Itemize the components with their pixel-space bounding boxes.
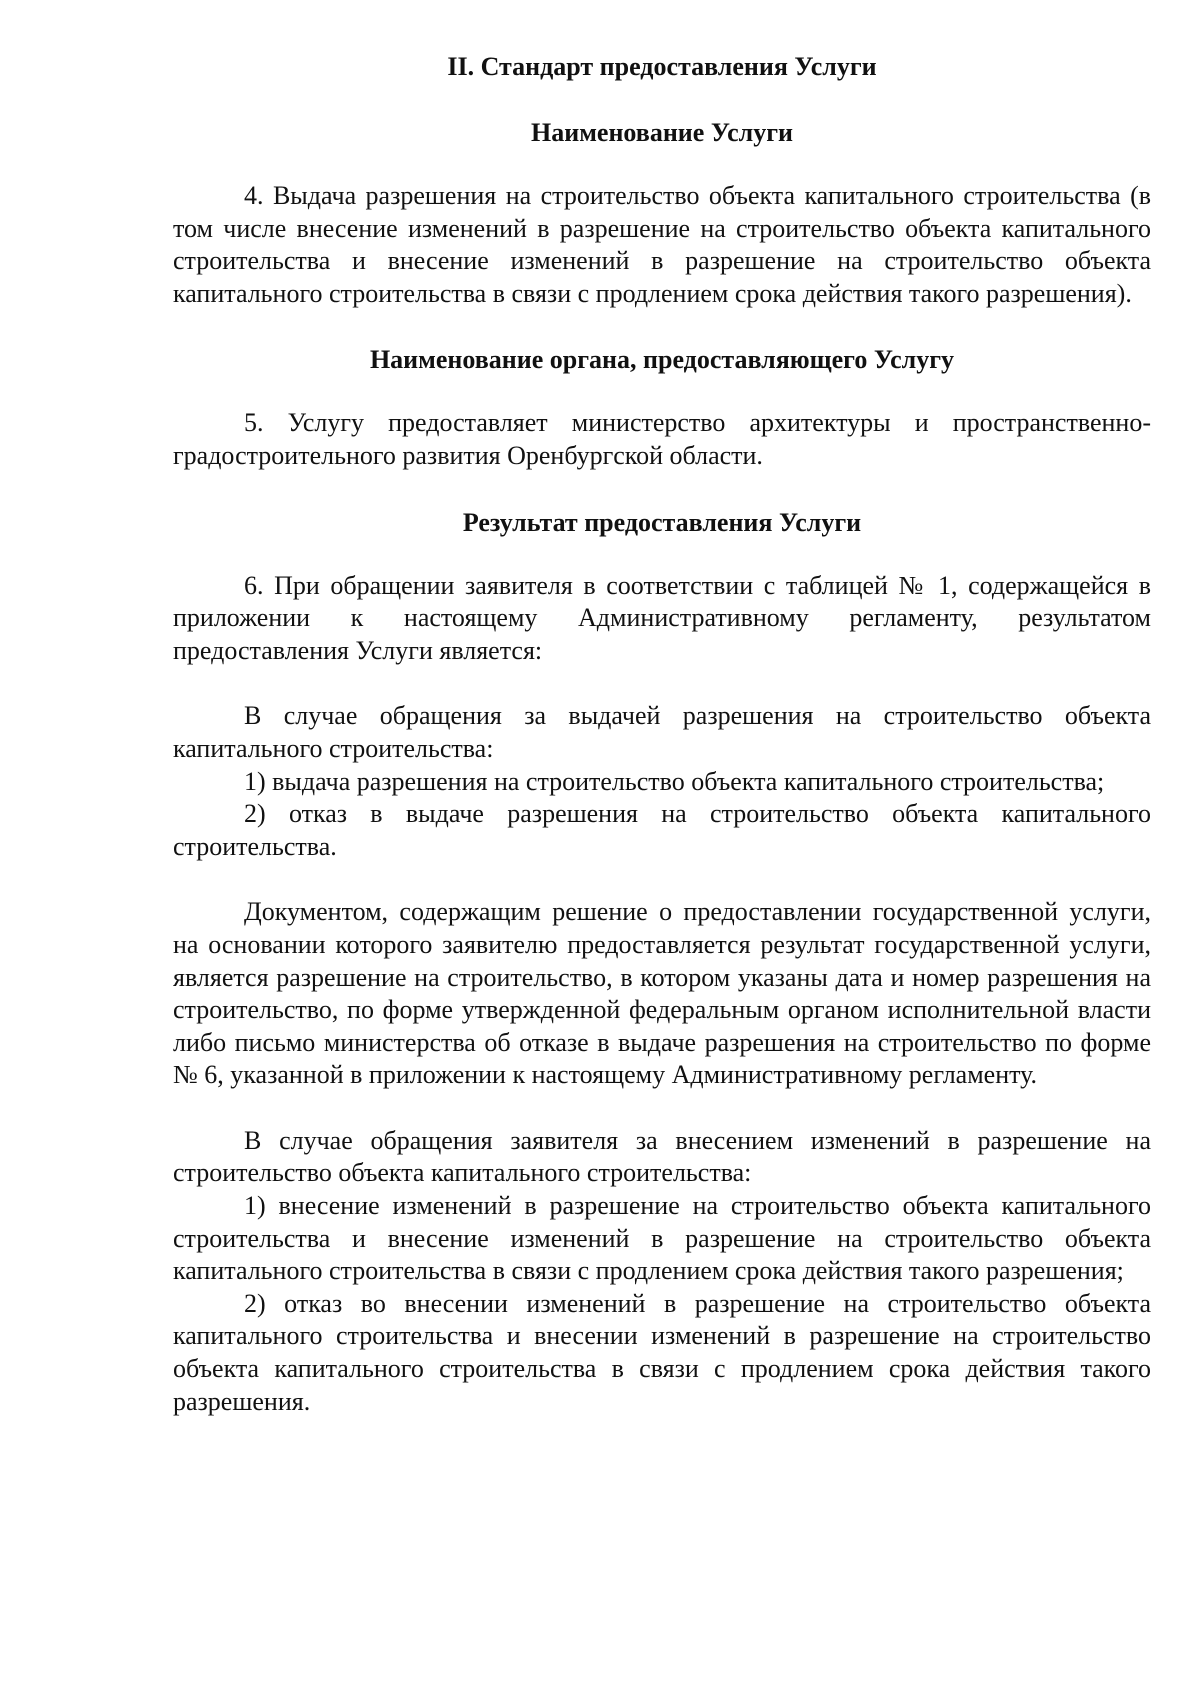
heading-authority: Наименование органа, предоставляющего Услугу xyxy=(369,345,955,375)
heading-result: Результат предоставления Услуги xyxy=(462,507,862,537)
section-title: II. Стандарт предоставления Услуги xyxy=(447,52,877,81)
document-page xyxy=(173,50,1151,1418)
list-item-amend-2: 2) отказ во внесении изменений в разрешение на строительство объекта капитального строительства и внесении изменений в разрешение на строительство объекта капитального строительства в связи с продлением срока действия такого разрешения. xyxy=(173,1288,1151,1416)
list-item-amend-1: 1) внесение изменений в разрешение на строительство объекта капитального строительства и внесение изменений в разрешение на строительство объекта капитального строительства в связи с продлением срока действия такого разрешения; xyxy=(173,1191,1151,1286)
paragraph-4: 4. Выдача разрешения на строительство объекта капитального строительства (в том числе внесение изменений в разрешение на строительство объекта капитального строительства и внесение изменений в разрешение на строительство объекта капитального строительства в связи с продлением срока действия такого разрешения). xyxy=(173,181,1151,308)
paragraph-issue-case: В случае обращения за выдачей разрешения на строительство объекта капитального строительства: xyxy=(173,701,1151,763)
paragraph-6: 6. При обращении заявителя в соответствии с таблицей № 1, содержащейся в приложении к настоящему Административному регламенту, результатом предоставления Услуги является: xyxy=(173,570,1151,665)
list-item-issue-1: 1) выдача разрешения на строительство объекта капитального строительства; xyxy=(244,766,1105,796)
paragraph-amend-case: В случае обращения заявителя за внесением изменений в разрешение на строительство объекта капитального строительства: xyxy=(173,1125,1151,1188)
paragraph-decision-document: Документом, содержащим решение о предоставлении государственной услуги, на основании которого заявителю предоставляется результат государственной услуги, является разрешение на строительство, в котором указаны дата и номер разрешения на строительство, по форме утвержденной федеральным органом исполнительной власти либо письмо министерства об отказе в выдаче разрешения на строительство по форме № 6, указанной в приложении к настоящему Административному регламенту. xyxy=(173,897,1151,1090)
paragraph-5: 5. Услугу предоставляет министерство архитектуры и пространственно-градостроительного развития Оренбургской области. xyxy=(173,408,1151,470)
heading-service-name: Наименование Услуги xyxy=(530,118,794,147)
list-item-issue-2: 2) отказ в выдаче разрешения на строительство объекта капитального строительства. xyxy=(173,799,1151,861)
